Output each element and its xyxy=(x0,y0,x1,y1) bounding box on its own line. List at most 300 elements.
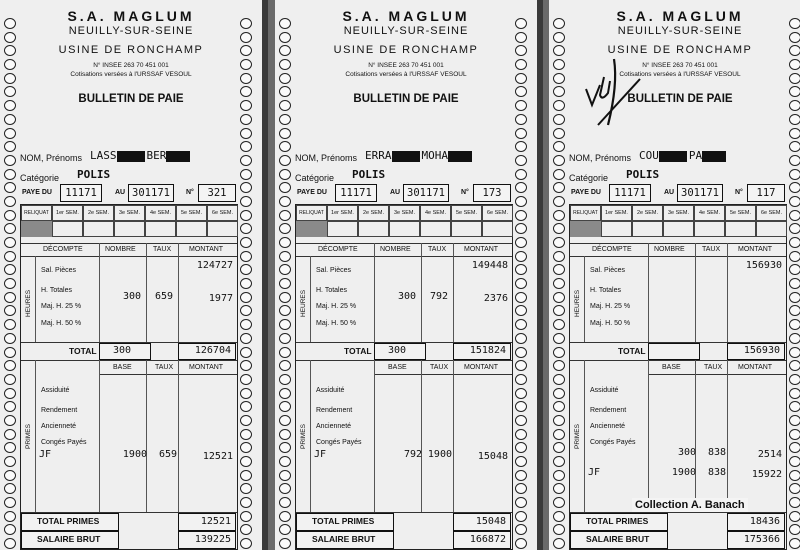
name-part: MOHA xyxy=(421,149,448,162)
sprocket-hole xyxy=(789,483,800,494)
montant-header: MONTANT xyxy=(464,246,499,253)
number-label: N° xyxy=(461,189,469,196)
sprocket-hole xyxy=(279,374,291,385)
sprocket-hole xyxy=(553,483,565,494)
sprocket-hole xyxy=(553,182,565,193)
slip-edge-shadow xyxy=(262,0,268,550)
primes-row-label: Ancienneté xyxy=(316,423,352,430)
sprocket-hole xyxy=(789,182,800,193)
sprocket-hole xyxy=(789,524,800,535)
nombre-header: NOMBRE xyxy=(380,246,411,253)
divider xyxy=(570,243,786,244)
hours-row-label: Sal. Pièces xyxy=(41,267,77,274)
pay-period-start: 11171 xyxy=(335,184,377,202)
sprocket-hole xyxy=(553,442,565,453)
reliquat-header: RELIQUAT xyxy=(296,205,327,221)
slip-edge-shadow xyxy=(537,0,543,550)
week-header: 6e SEM. xyxy=(482,205,513,221)
sprocket-hole xyxy=(240,538,252,549)
sprocket-hole xyxy=(240,59,252,70)
sprocket-hole xyxy=(789,18,800,29)
column-line xyxy=(178,243,179,342)
sprocket-hole xyxy=(789,538,800,549)
total-count-box xyxy=(648,343,700,360)
document-title: BULLETIN DE PAIE xyxy=(78,93,184,105)
montant-header: MONTANT xyxy=(738,246,773,253)
sprocket-hole xyxy=(279,292,291,303)
sprocket-hole xyxy=(279,388,291,399)
prime-rate: 1900 xyxy=(427,449,452,460)
sprocket-hole xyxy=(240,210,252,221)
column-line xyxy=(146,360,147,512)
week-cell xyxy=(389,221,420,237)
column-line xyxy=(178,360,179,512)
sprocket-hole xyxy=(789,86,800,97)
sprocket-hole xyxy=(4,155,16,166)
sprocket-hole xyxy=(240,456,252,467)
sprocket-hole xyxy=(789,264,800,275)
sprocket-hole xyxy=(240,415,252,426)
montant-header: MONTANT xyxy=(189,246,224,253)
column-line xyxy=(453,360,454,512)
decompte-header: DÉCOMPTE xyxy=(592,246,632,253)
salaire-brut-amount: 166872 xyxy=(469,534,506,545)
hours-amount: 1977 xyxy=(208,293,233,304)
sprocket-hole xyxy=(4,511,16,522)
sprocket-hole xyxy=(553,415,565,426)
sprocket-hole xyxy=(515,86,527,97)
name-label: NOM, Prénoms xyxy=(569,153,632,163)
reliquat-cell-shaded xyxy=(570,221,601,237)
sprocket-hole xyxy=(789,319,800,330)
sprocket-hole xyxy=(789,73,800,84)
sprocket-hole xyxy=(515,538,527,549)
sprocket-hole xyxy=(515,73,527,84)
sprocket-hole xyxy=(240,511,252,522)
pay-period-start: 11171 xyxy=(609,184,651,202)
sprocket-hole xyxy=(789,45,800,56)
prime-base: 300 xyxy=(677,447,696,458)
sprocket-hole xyxy=(240,223,252,234)
employee-name xyxy=(365,149,472,162)
column-line xyxy=(374,360,375,512)
sprocket-hole xyxy=(515,401,527,412)
redaction-bar xyxy=(448,151,472,162)
sprocket-hole xyxy=(515,59,527,70)
name-part: BER xyxy=(146,149,167,162)
sprocket-hole xyxy=(4,305,16,316)
employee-name xyxy=(90,149,190,162)
sprocket-hole xyxy=(279,114,291,125)
hours-row-label: Maj. H. 50 % xyxy=(41,320,82,327)
primes-row-label: Rendement xyxy=(316,407,353,414)
sprocket-hole xyxy=(4,169,16,180)
sprocket-hole xyxy=(279,305,291,316)
sprocket-hole xyxy=(240,401,252,412)
primes-label: PRIMES xyxy=(300,424,307,449)
sprocket-hole xyxy=(553,45,565,56)
paye-du-label: PAYE DU xyxy=(22,189,52,196)
sprocket-hole xyxy=(279,210,291,221)
au-label: AU xyxy=(390,189,401,196)
week-header: 4e SEM. xyxy=(694,205,725,221)
column-line xyxy=(374,243,375,342)
total-primes-label: TOTAL PRIMES xyxy=(312,516,375,526)
sprocket-hole xyxy=(240,73,252,84)
divider xyxy=(99,374,237,375)
sprocket-hole xyxy=(4,538,16,549)
prime-amount: 12521 xyxy=(202,451,233,462)
divider xyxy=(21,243,237,244)
week-header: 4e SEM. xyxy=(420,205,451,221)
sprocket-hole xyxy=(515,100,527,111)
sprocket-hole xyxy=(789,401,800,412)
sprocket-hole xyxy=(279,141,291,152)
sprocket-hole xyxy=(789,210,800,221)
payslip-table xyxy=(295,204,513,550)
sprocket-hole xyxy=(789,278,800,289)
heures-label: HEURES xyxy=(574,289,581,317)
week-cell xyxy=(327,221,358,237)
total-amount: 156930 xyxy=(743,345,780,356)
sprocket-hole xyxy=(515,128,527,139)
category-value: POLIS xyxy=(77,168,111,181)
column-line xyxy=(310,360,311,512)
urssaf-note: Cotisations versées à l'URSSAF VESOUL xyxy=(70,71,192,78)
sprocket-hole xyxy=(789,429,800,440)
week-header: 4e SEM. xyxy=(145,205,176,221)
sprocket-hole xyxy=(240,237,252,248)
sprocket-hole xyxy=(240,360,252,371)
sprocket-hole xyxy=(515,415,527,426)
sprocket-hole xyxy=(240,388,252,399)
sprocket-hole xyxy=(553,347,565,358)
sprocket-hole xyxy=(789,333,800,344)
sprocket-hole xyxy=(515,442,527,453)
sprocket-hole xyxy=(553,251,565,262)
sprocket-hole xyxy=(515,196,527,207)
prime-amount: 15048 xyxy=(477,451,508,462)
sprocket-hole xyxy=(515,374,527,385)
divider xyxy=(648,374,786,375)
sprocket-hole xyxy=(240,18,252,29)
sprocket-hole xyxy=(4,264,16,275)
sprocket-hole xyxy=(240,169,252,180)
reliquat-header: RELIQUAT xyxy=(570,205,601,221)
sprocket-hole xyxy=(279,100,291,111)
primes-label: PRIMES xyxy=(25,424,32,449)
handwritten-vu-mark xyxy=(578,55,658,135)
sprocket-hole xyxy=(553,538,565,549)
sprocket-hole xyxy=(789,237,800,248)
sal-pieces-amount: 124727 xyxy=(196,260,233,271)
sprocket-hole xyxy=(553,333,565,344)
sprocket-hole xyxy=(4,415,16,426)
nombre-header: NOMBRE xyxy=(105,246,136,253)
week-cell xyxy=(756,221,787,237)
au-label: AU xyxy=(664,189,675,196)
document-title: BULLETIN DE PAIE xyxy=(627,93,733,105)
total-primes-amount: 12521 xyxy=(200,516,231,527)
sprocket-hole xyxy=(553,429,565,440)
sprocket-hole xyxy=(553,401,565,412)
sprocket-hole xyxy=(553,128,565,139)
sprocket-hole xyxy=(515,141,527,152)
sprocket-hole xyxy=(515,292,527,303)
redaction-bar xyxy=(117,151,145,162)
column-line xyxy=(648,243,649,342)
total-label: TOTAL xyxy=(69,346,97,356)
redaction-bar xyxy=(166,151,190,162)
week-header: 6e SEM. xyxy=(756,205,787,221)
sprocket-hole xyxy=(279,401,291,412)
hours-row-label: Maj. H. 25 % xyxy=(590,303,631,310)
sprocket-hole xyxy=(279,429,291,440)
salaire-brut-amount: 175366 xyxy=(743,534,780,545)
sal-pieces-amount: 149448 xyxy=(471,260,508,271)
sprocket-hole xyxy=(553,319,565,330)
left-sprocket-holes xyxy=(553,18,567,550)
right-sprocket-holes xyxy=(789,18,800,550)
divider xyxy=(570,256,786,257)
document-title: BULLETIN DE PAIE xyxy=(353,93,459,105)
week-cell xyxy=(632,221,663,237)
sprocket-hole xyxy=(789,415,800,426)
au-label: AU xyxy=(115,189,126,196)
primes-row-label: Ancienneté xyxy=(41,423,77,430)
sprocket-hole xyxy=(4,497,16,508)
total-primes-amount: 15048 xyxy=(475,516,506,527)
hours-count: 300 xyxy=(122,291,141,302)
taux-header: TAUX xyxy=(704,364,723,371)
taux-header: TAUX xyxy=(430,364,449,371)
total-label: TOTAL xyxy=(344,346,372,356)
prime-rate: 659 xyxy=(158,449,177,460)
column-line xyxy=(35,360,36,512)
sprocket-hole xyxy=(515,169,527,180)
redaction-bar xyxy=(702,151,726,162)
column-line xyxy=(35,256,36,342)
week-cell xyxy=(482,221,513,237)
hours-row-label: Sal. Pièces xyxy=(590,267,626,274)
sprocket-hole xyxy=(240,374,252,385)
week-cell xyxy=(176,221,207,237)
primes-row-label: Assiduité xyxy=(41,387,70,394)
sprocket-hole xyxy=(553,100,565,111)
sprocket-hole xyxy=(515,210,527,221)
taux-header: TAUX xyxy=(702,246,721,253)
sprocket-hole xyxy=(515,114,527,125)
salaire-brut-label: SALAIRE BRUT xyxy=(586,534,650,544)
registration-info xyxy=(24,61,238,79)
total-primes-label: TOTAL PRIMES xyxy=(586,516,649,526)
hours-rate: 659 xyxy=(154,291,173,302)
sprocket-hole xyxy=(4,251,16,262)
category-value: POLIS xyxy=(626,168,660,181)
plant-name: USINE DE RONCHAMP xyxy=(333,44,479,56)
employee-name xyxy=(639,149,726,162)
slip-number: 117 xyxy=(747,184,785,202)
sprocket-hole xyxy=(279,223,291,234)
sprocket-hole xyxy=(4,141,16,152)
hours-row-label: Sal. Pièces xyxy=(316,267,352,274)
total-amount: 126704 xyxy=(194,345,231,356)
right-sprocket-holes xyxy=(515,18,529,550)
category-label: Catégorie xyxy=(569,173,609,183)
sprocket-hole xyxy=(553,18,565,29)
sprocket-hole xyxy=(515,264,527,275)
primes-row-label: Assiduité xyxy=(316,387,345,394)
sprocket-hole xyxy=(789,511,800,522)
sprocket-hole xyxy=(553,32,565,43)
total-primes-amount: 18436 xyxy=(749,516,780,527)
pay-period-start: 11171 xyxy=(60,184,102,202)
sprocket-hole xyxy=(240,292,252,303)
week-header: 6e SEM. xyxy=(207,205,238,221)
sprocket-hole xyxy=(515,388,527,399)
sprocket-hole xyxy=(279,497,291,508)
column-line xyxy=(99,243,100,342)
decompte-header: DÉCOMPTE xyxy=(318,246,358,253)
divider xyxy=(21,256,237,257)
sprocket-hole xyxy=(789,141,800,152)
primes-row-label: Rendement xyxy=(590,407,627,414)
sprocket-hole xyxy=(4,196,16,207)
paye-du-label: PAYE DU xyxy=(297,189,327,196)
name-label: NOM, Prénoms xyxy=(20,153,83,163)
divider xyxy=(570,360,786,361)
hours-row-label: Maj. H. 50 % xyxy=(590,320,631,327)
reliquat-cell-shaded xyxy=(21,221,52,237)
sprocket-hole xyxy=(4,524,16,535)
divider xyxy=(296,360,512,361)
sprocket-hole xyxy=(279,319,291,330)
sprocket-hole xyxy=(240,278,252,289)
sprocket-hole xyxy=(553,196,565,207)
sprocket-hole xyxy=(279,128,291,139)
sprocket-hole xyxy=(515,470,527,481)
sprocket-hole xyxy=(279,264,291,275)
sprocket-hole xyxy=(789,196,800,207)
sprocket-hole xyxy=(515,237,527,248)
decompte-header: DÉCOMPTE xyxy=(43,246,83,253)
insee-number: N° INSEE 263 70 451 001 xyxy=(93,62,169,69)
sprocket-hole xyxy=(279,415,291,426)
primes-row-label: Assiduité xyxy=(590,387,619,394)
company-name: S.A. MAGLUM xyxy=(342,8,470,24)
sprocket-hole xyxy=(553,141,565,152)
sprocket-hole xyxy=(553,223,565,234)
pay-period-end: 301171 xyxy=(677,184,723,202)
primes-row-label: Congés Payés xyxy=(41,439,87,446)
sprocket-hole xyxy=(279,456,291,467)
sprocket-hole xyxy=(4,456,16,467)
category-label: Catégorie xyxy=(295,173,335,183)
week-header: 3e SEM. xyxy=(114,205,145,221)
week-header: 3e SEM. xyxy=(663,205,694,221)
sprocket-hole xyxy=(553,278,565,289)
total-count: 300 xyxy=(113,345,132,356)
sprocket-hole xyxy=(515,456,527,467)
sprocket-hole xyxy=(240,196,252,207)
week-cell xyxy=(420,221,451,237)
week-header: 2e SEM. xyxy=(632,205,663,221)
sprocket-hole xyxy=(553,210,565,221)
primes-row-label: Rendement xyxy=(41,407,78,414)
sprocket-hole xyxy=(515,32,527,43)
week-cell xyxy=(145,221,176,237)
hours-row-label: H. Totales xyxy=(590,287,621,294)
payslip-2 xyxy=(275,0,543,550)
sprocket-hole xyxy=(279,538,291,549)
prime-rate: 838 xyxy=(707,447,726,458)
sprocket-hole xyxy=(553,374,565,385)
sprocket-hole xyxy=(789,292,800,303)
sprocket-hole xyxy=(515,278,527,289)
name-part: COU xyxy=(639,149,659,162)
primes-row-label: Congés Payés xyxy=(316,439,362,446)
sprocket-hole xyxy=(4,237,16,248)
paye-du-label: PAYE DU xyxy=(571,189,601,196)
week-cell xyxy=(358,221,389,237)
sprocket-hole xyxy=(789,32,800,43)
sprocket-hole xyxy=(789,169,800,180)
sprocket-hole xyxy=(279,251,291,262)
week-header: 5e SEM. xyxy=(176,205,207,221)
week-cell xyxy=(207,221,238,237)
sprocket-hole xyxy=(789,360,800,371)
salaire-brut-label: SALAIRE BRUT xyxy=(312,534,376,544)
sprocket-hole xyxy=(279,511,291,522)
hours-row-label: Maj. H. 50 % xyxy=(316,320,357,327)
column-line xyxy=(99,360,100,512)
heures-label: HEURES xyxy=(300,289,307,317)
name-label: NOM, Prénoms xyxy=(295,153,358,163)
sprocket-hole xyxy=(240,141,252,152)
sprocket-hole xyxy=(4,45,16,56)
sprocket-hole xyxy=(515,511,527,522)
sprocket-hole xyxy=(553,169,565,180)
divider xyxy=(296,256,512,257)
sprocket-hole xyxy=(553,237,565,248)
company-city: NEUILLY-SUR-SEINE xyxy=(343,25,469,37)
insee-number: N° INSEE 263 70 451 001 xyxy=(368,62,444,69)
sprocket-hole xyxy=(4,442,16,453)
week-header: 5e SEM. xyxy=(725,205,756,221)
column-line xyxy=(648,360,649,512)
reliquat-header: RELIQUAT xyxy=(21,205,52,221)
week-header: 2e SEM. xyxy=(358,205,389,221)
sprocket-hole xyxy=(240,483,252,494)
company-name: S.A. MAGLUM xyxy=(616,8,744,24)
sprocket-hole xyxy=(4,388,16,399)
sprocket-hole xyxy=(240,32,252,43)
sprocket-hole xyxy=(515,483,527,494)
week-header: 3e SEM. xyxy=(389,205,420,221)
sprocket-hole xyxy=(4,210,16,221)
montant-header: MONTANT xyxy=(189,364,224,371)
sprocket-hole xyxy=(279,442,291,453)
urssaf-note: Cotisations versées à l'URSSAF VESOUL xyxy=(619,71,741,78)
sprocket-hole xyxy=(789,497,800,508)
nombre-header: NOMBRE xyxy=(654,246,685,253)
company-city: NEUILLY-SUR-SEINE xyxy=(617,25,743,37)
registration-info xyxy=(299,61,513,79)
sprocket-hole xyxy=(515,18,527,29)
sprocket-hole xyxy=(279,18,291,29)
sprocket-hole xyxy=(4,333,16,344)
sprocket-hole xyxy=(789,128,800,139)
